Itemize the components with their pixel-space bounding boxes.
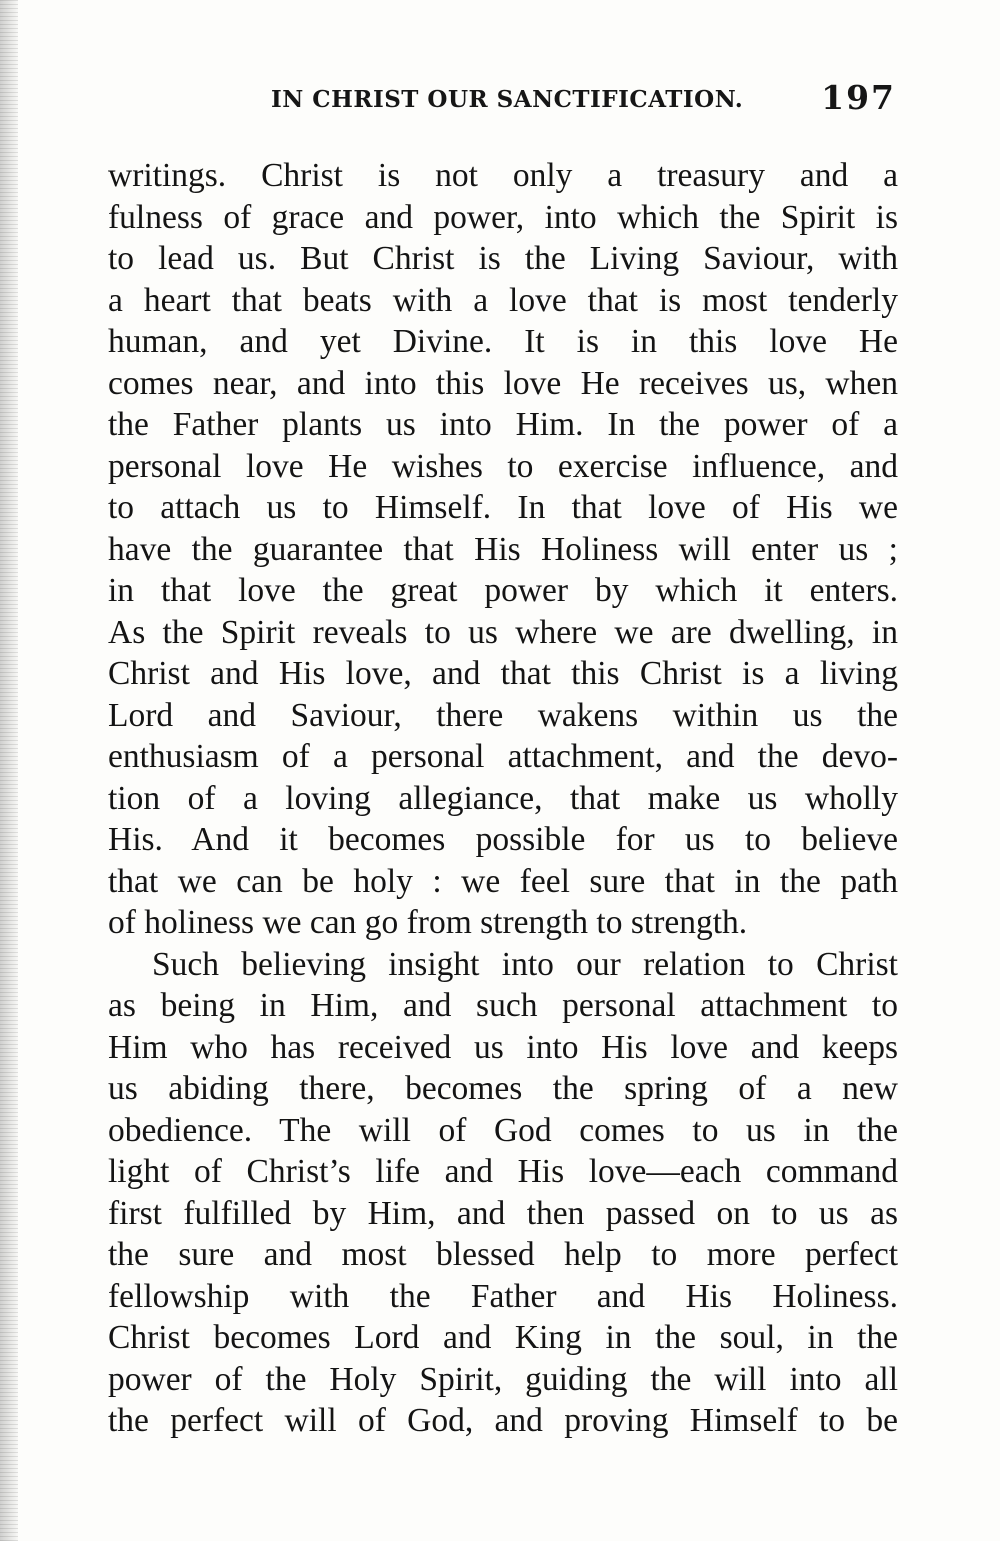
text-line: in that love the great power by which it enters.	[108, 572, 898, 609]
body-text	[108, 155, 898, 1442]
binding-edge	[0, 0, 18, 1541]
text-line: fellowship with the Father and His Holiness.	[108, 1277, 898, 1315]
text-line: light of Christ’s life and His love—each command	[108, 1153, 898, 1190]
text-line: first fulfilled by Him, and then passed on to us as	[108, 1194, 898, 1232]
text-line: the sure and most blessed help to more perfect	[108, 1236, 898, 1273]
text-line: power of the Holy Spirit, guiding the will into all	[108, 1360, 898, 1398]
text-line: tion of a loving allegiance, that make us wholly	[108, 779, 898, 817]
text-line: Lord and Saviour, there wakens within us the	[108, 696, 898, 734]
text-line: As the Spirit reveals to us where we are dwelling, in	[108, 613, 898, 651]
text-line: human, and yet Divine. It is in this love He	[108, 323, 898, 360]
text-line: personal love He wishes to exercise influence, and	[108, 447, 898, 485]
text-line: Him who has received us into His love and keeps	[108, 1028, 898, 1066]
text-line: as being in Him, and such personal attachment to	[108, 987, 898, 1024]
text-line: obedience. The will of God comes to us in the	[108, 1111, 898, 1149]
text-line: comes near, and into this love He receives us, when	[108, 364, 898, 402]
text-line: the Father plants us into Him. In the power of a	[108, 406, 898, 443]
text-line: a heart that beats with a love that is most tenderly	[108, 281, 898, 319]
text-line: that we can be holy : we feel sure that in the path	[108, 862, 898, 900]
text-line: to attach us to Himself. In that love of His we	[108, 489, 898, 526]
text-line: Christ becomes Lord and King in the soul, in the	[108, 1319, 898, 1356]
text-line: Such believing insight into our relation to Christ	[152, 945, 898, 983]
running-title: IN CHRIST OUR SANCTIFICATION.	[271, 86, 744, 113]
page-number: 197	[821, 78, 896, 117]
text-line: to lead us. But Christ is the Living Saviour, with	[108, 240, 898, 277]
text-line: His. And it becomes possible for us to believe	[108, 821, 898, 858]
text-line: writings. Christ is not only a treasury and a	[108, 157, 898, 194]
text-line: the perfect will of God, and proving Himself to be	[108, 1402, 898, 1439]
text-line: Christ and His love, and that this Christ is a living	[108, 655, 898, 692]
text-line: have the guarantee that His Holiness will enter us ;	[108, 530, 898, 568]
text-line: fulness of grace and power, into which the Spirit is	[108, 198, 898, 236]
text-line: enthusiasm of a personal attachment, and the devo-	[108, 738, 898, 775]
text-line: of holiness we can go from strength to strength.	[108, 904, 748, 941]
running-head	[108, 78, 898, 118]
text-line: us abiding there, becomes the spring of a new	[108, 1070, 898, 1107]
